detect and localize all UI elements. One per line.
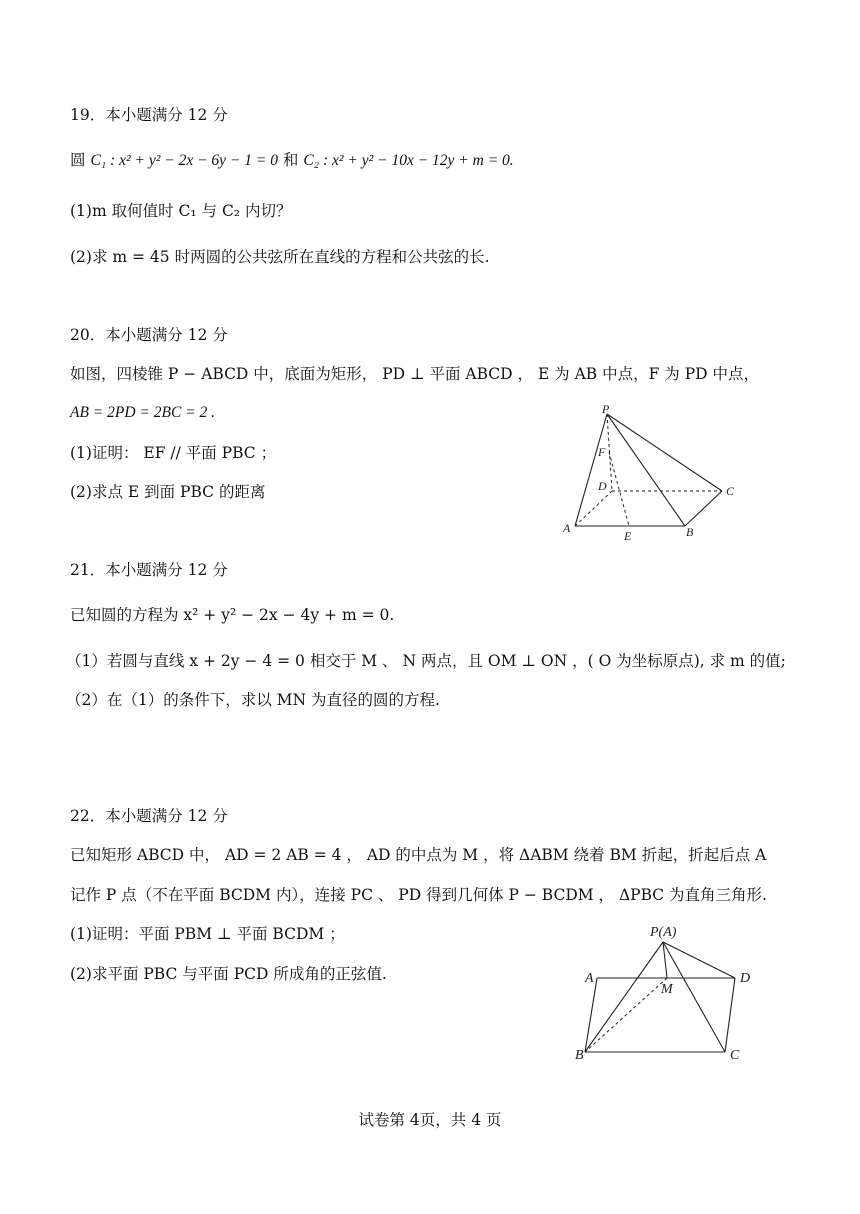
q22-header: 22．本小题满分 12 分: [70, 807, 228, 825]
q20-part2: (2)求点 E 到面 PBC 的距离: [70, 483, 266, 501]
label-A: A: [563, 521, 571, 535]
q22-part2: (2)求平面 PBC 与平面 PCD 所成角的正弦值.: [70, 965, 387, 983]
q19-header: 19．本小题满分 12 分: [70, 106, 228, 124]
label-M2: M: [661, 982, 673, 997]
q19-part1: [70, 201, 291, 221]
page-footer: 试卷第 4页，共 4 页: [358, 1111, 502, 1129]
q19-lead: 圆: [70, 151, 86, 169]
label-P: P: [602, 402, 610, 416]
label-B: B: [686, 525, 694, 539]
q21-line1: 已知圆的方程为 x² + y² − 2x − 4y + m = 0.: [70, 606, 395, 624]
q19-part1-text: m 取何值时 C₁ 与 C₂ 内切？: [91, 202, 292, 220]
q20-line2: AB = 2PD = 2BC = 2 .: [70, 404, 216, 421]
label-B2: B: [575, 1048, 584, 1063]
q19-c2: C₂ : x² + y² − 10x − 12y + m = 0.: [303, 152, 514, 169]
label-C2: C: [730, 1048, 740, 1063]
q22-line2: 记作 P 点（不在平面 BCDM 内），连接 PC 、 PD 得到几何体 P − BCDM ， ΔPBC 为直角三角形.: [70, 886, 767, 904]
q22-part1: (1)证明：平面 PBM ⊥ 平面 BCDM ；: [70, 925, 345, 943]
q20-part1: (1)证明： EF // 平面 PBC ；: [70, 444, 277, 462]
q19-part2: [70, 247, 490, 267]
pyramid-figure: [555, 400, 745, 545]
q19-part1-tag: (1): [70, 202, 92, 220]
q21-part2: （2）在（1）的条件下，求以 MN 为直径的圆的方程.: [66, 691, 440, 709]
label-PA: P(A): [650, 925, 677, 940]
label-D: D: [598, 479, 607, 493]
q22-line1: 已知矩形 ABCD 中， AD = 2 AB = 4 ， AD 的中点为 M ，将 ΔABM 绕着 BM 折起，折起后点 A: [70, 846, 767, 864]
folded-rectangle-figure: [575, 920, 760, 1065]
q19-part2-tag: (2): [70, 248, 92, 266]
label-A2: A: [585, 971, 594, 986]
q20-header: 20．本小题满分 12 分: [70, 326, 228, 344]
label-E: E: [624, 529, 632, 543]
q21-part1: （1）若圆与直线 x + 2y − 4 = 0 相交于 M 、 N 两点，且 OM ⊥ ON ，( O 为坐标原点), 求 m 的值;: [66, 652, 786, 670]
q21-header: 21．本小题满分 12 分: [70, 561, 228, 579]
q19-part2-text: 求 m = 45 时两圆的公共弦所在直线的方程和公共弦的长.: [91, 248, 490, 266]
q19-c1: C₁ : x² + y² − 2x − 6y − 1 = 0: [90, 152, 278, 169]
q19-circles: [70, 150, 514, 171]
label-C: C: [726, 484, 735, 498]
label-F: F: [598, 445, 606, 459]
q19-and: 和: [282, 151, 299, 169]
label-D2: D: [740, 971, 751, 986]
q20-line1: 如图，四棱锥 P − ABCD 中，底面为矩形， PD ⊥ 平面 ABCD ， E 为 AB 中点，F 为 PD 中点，: [70, 365, 760, 383]
